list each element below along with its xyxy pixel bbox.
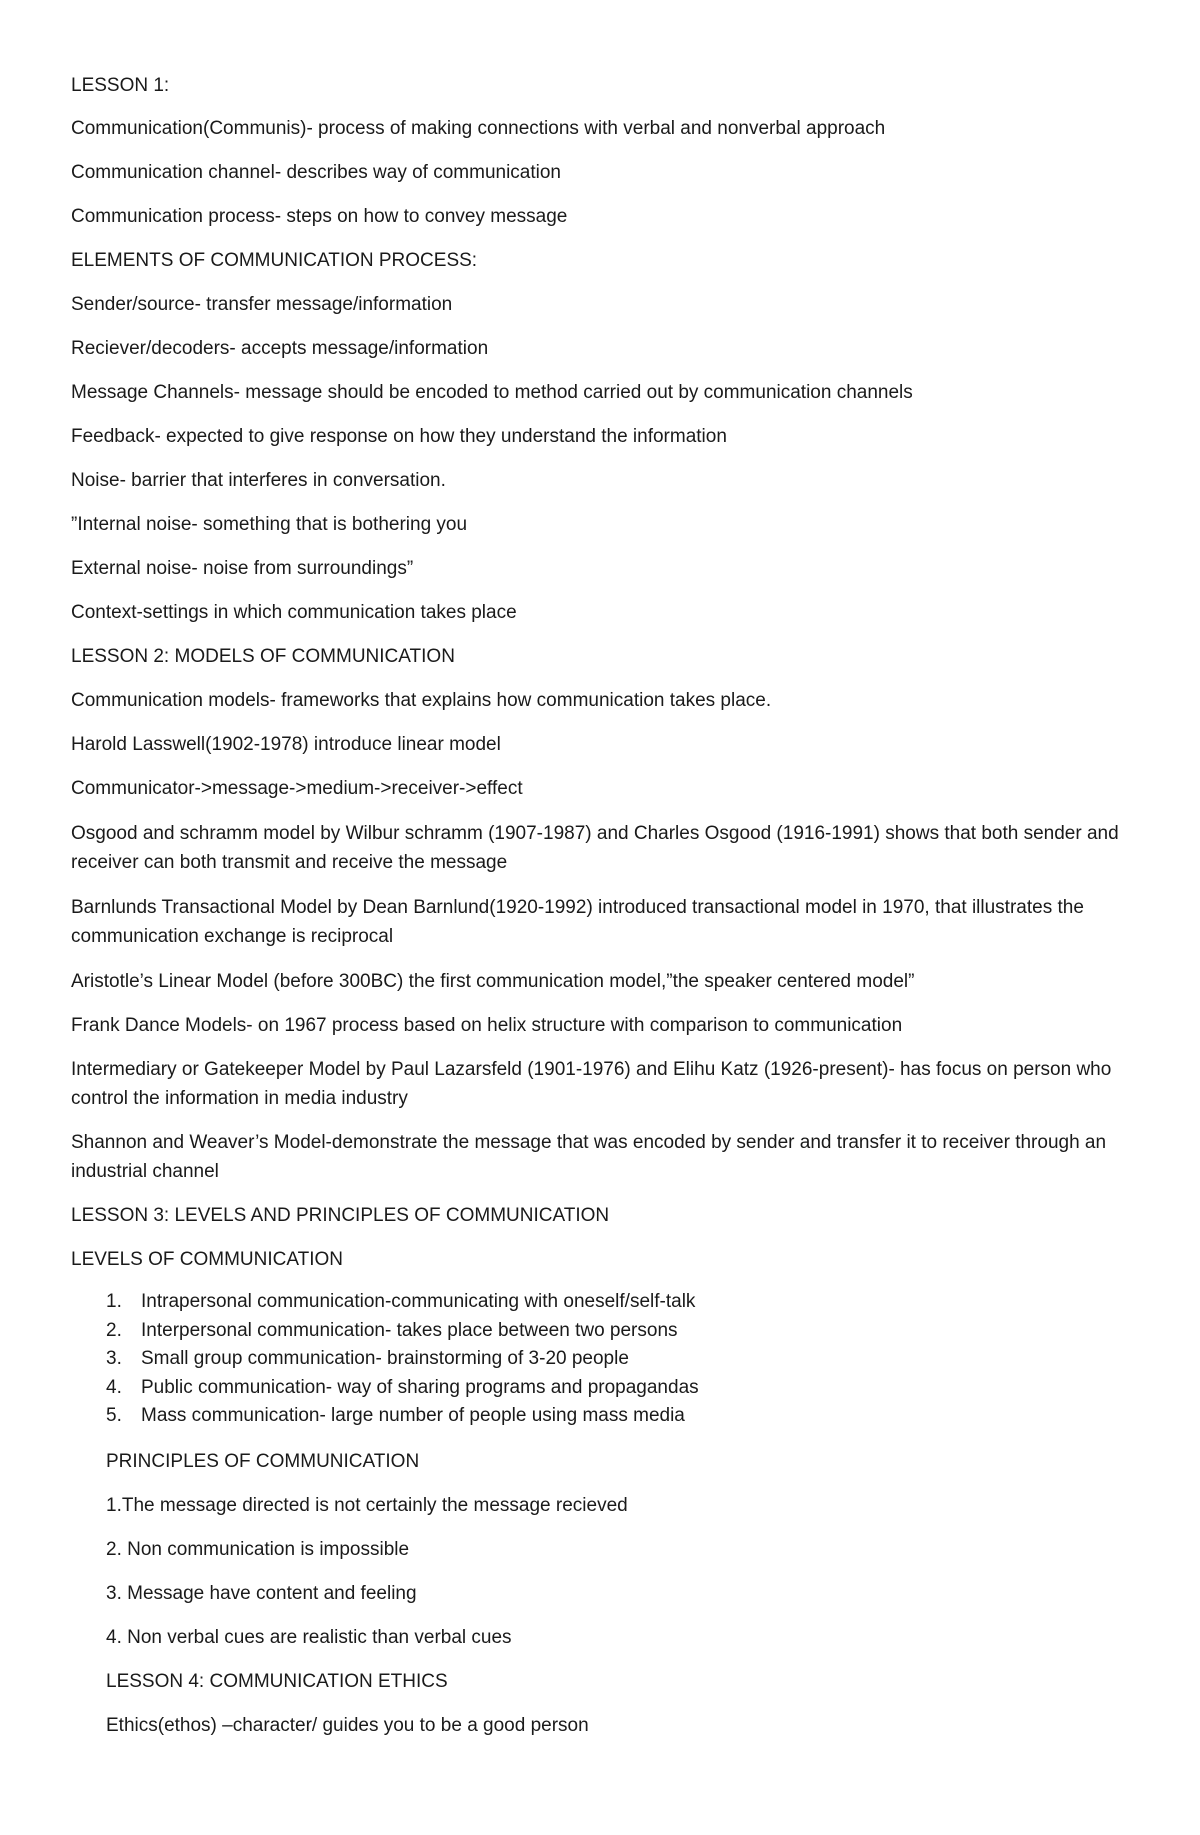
lesson-2-heading: LESSON 2: MODELS OF COMMUNICATION: [71, 646, 455, 667]
list-item-text: Intrapersonal communication-communicating with oneself/self-talk: [141, 1291, 696, 1312]
paragraph: 3. Message have content and feeling: [106, 1583, 417, 1604]
lesson-4-heading: LESSON 4: COMMUNICATION ETHICS: [106, 1671, 448, 1692]
paragraph: Harold Lasswell(1902-1978) introduce linear model: [71, 734, 501, 755]
paragraph: ”Internal noise- something that is bothering you: [71, 514, 468, 535]
list-number: 4.: [106, 1376, 122, 1398]
list-item: [106, 1317, 699, 1346]
paragraph: Communicator->message->medium->receiver->effect: [71, 778, 523, 799]
paragraph: Barnlunds Transactional Model by Dean Barnlund(1920-1992) introduced transactional model in 1970, that illustrates the communication exchange is reciprocal: [71, 897, 1084, 947]
paragraph: Noise- barrier that interferes in conversation.: [71, 470, 446, 491]
paragraph: External noise- noise from surroundings”: [71, 558, 414, 579]
paragraph: Ethics(ethos) –character/ guides you to be a good person: [106, 1715, 589, 1736]
paragraph: 1.The message directed is not certainly the message recieved: [106, 1495, 628, 1516]
section-heading: PRINCIPLES OF COMMUNICATION: [106, 1451, 420, 1472]
paragraph: Intermediary or Gatekeeper Model by Paul Lazarsfeld (1901-1976) and Elihu Katz (1926-present)- has focus on person who control the information in media industry: [71, 1059, 1112, 1109]
section-heading: ELEMENTS OF COMMUNICATION PROCESS:: [71, 250, 478, 271]
list-item-text: Interpersonal communication- takes place between two persons: [141, 1319, 678, 1341]
list-item: [106, 1345, 699, 1374]
paragraph: Communication(Communis)- process of making connections with verbal and nonverbal approach: [71, 118, 886, 139]
lesson-1-heading: LESSON 1:: [71, 75, 170, 96]
list-item: [106, 1288, 699, 1317]
list-number: 3.: [106, 1348, 122, 1370]
list-number: 1.: [106, 1291, 122, 1312]
list-item: [106, 1402, 699, 1431]
list-item: [106, 1374, 699, 1403]
paragraph: Shannon and Weaver’s Model-demonstrate the message that was encoded by sender and transfer it to receiver through an industrial channel: [71, 1132, 1107, 1182]
paragraph: Osgood and schramm model by Wilbur schramm (1907-1987) and Charles Osgood (1916-1991) shows that both sender and receiver can both transmit and receive the message: [71, 823, 1119, 873]
levels-of-communication-list: [106, 1288, 699, 1431]
paragraph: Reciever/decoders- accepts message/information: [71, 338, 489, 359]
paragraph: Communication process- steps on how to convey message: [71, 206, 568, 227]
list-item-text: Public communication- way of sharing programs and propagandas: [141, 1376, 699, 1398]
paragraph: Sender/source- transfer message/information: [71, 294, 453, 315]
paragraph: Frank Dance Models- on 1967 process based on helix structure with comparison to communication: [71, 1015, 903, 1036]
section-heading: LEVELS OF COMMUNICATION: [71, 1249, 344, 1270]
paragraph: 2. Non communication is impossible: [106, 1539, 410, 1560]
paragraph: Context-settings in which communication takes place: [71, 602, 517, 623]
paragraph: Communication channel- describes way of communication: [71, 162, 562, 183]
list-number: 5.: [106, 1405, 122, 1427]
lesson-3-heading: LESSON 3: LEVELS AND PRINCIPLES OF COMMUNICATION: [71, 1205, 610, 1226]
paragraph: Aristotle’s Linear Model (before 300BC) the first communication model,”the speaker centered model”: [71, 971, 915, 992]
paragraph: Message Channels- message should be encoded to method carried out by communication channels: [71, 382, 913, 403]
list-item-text: Small group communication- brainstorming of 3-20 people: [141, 1348, 629, 1370]
paragraph: 4. Non verbal cues are realistic than verbal cues: [106, 1627, 512, 1648]
paragraph: Feedback- expected to give response on how they understand the information: [71, 426, 727, 447]
list-item-text: Mass communication- large number of people using mass media: [141, 1405, 685, 1427]
list-number: 2.: [106, 1319, 122, 1341]
paragraph: Communication models- frameworks that explains how communication takes place.: [71, 690, 772, 711]
